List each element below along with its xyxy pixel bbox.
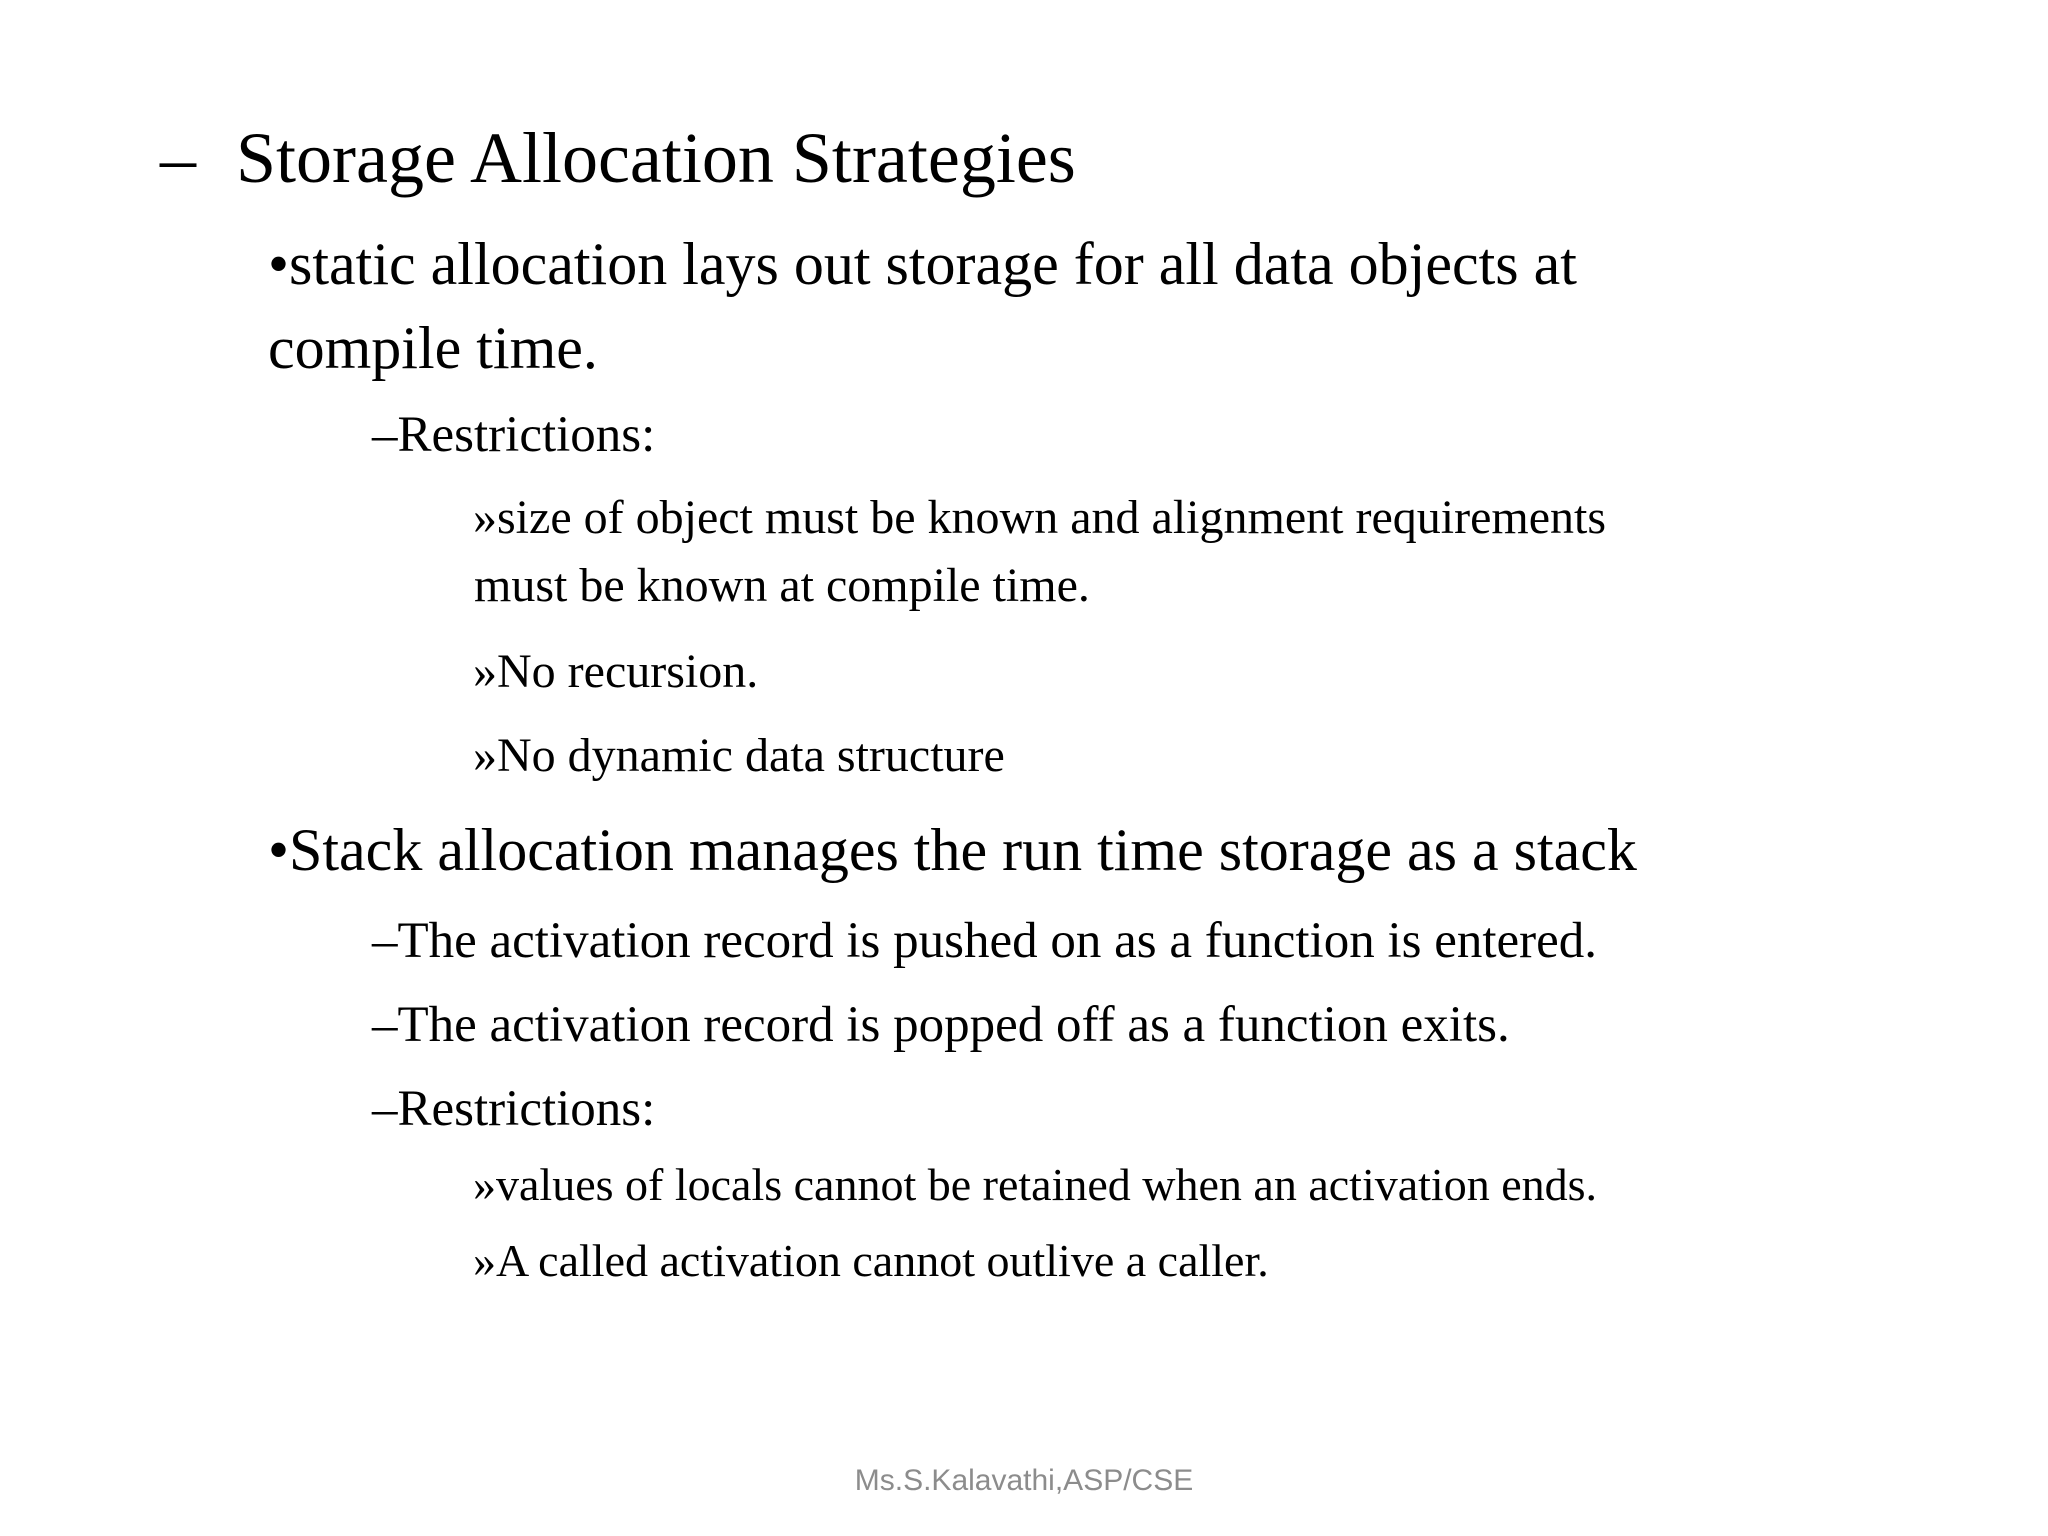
dash-marker: – [372,1081,398,1137]
stack-point [372,1081,656,1137]
dash-marker: – [372,913,398,969]
stack-point [372,997,1510,1053]
chevron-marker: » [473,491,497,544]
stack-restriction-item-text: A called activation cannot outlive a caller. [496,1235,1269,1286]
dash-marker: – [372,997,398,1053]
chevron-marker: » [473,645,497,698]
chevron-marker: » [473,729,497,782]
static-restriction-item [473,645,759,698]
stack-allocation-text: Stack allocation manages the run time storage as a stack [289,817,1637,883]
static-allocation-text-line2: compile time. [268,315,598,381]
stack-point-text: Restrictions: [397,1081,656,1137]
section-heading-text: Storage Allocation Strategies [236,118,1076,198]
stack-point-text: The activation record is popped off as a function exits. [397,997,1510,1053]
static-restriction-item-continuation: must be known at compile time. [474,559,1090,612]
static-restrictions-label [372,407,656,463]
dash-marker: – [372,407,398,463]
section-heading [160,118,1076,198]
stack-restriction-item [473,1159,1598,1210]
static-allocation-text-line1: static allocation lays out storage for all data objects at [289,231,1577,297]
chevron-marker: » [473,1235,496,1286]
stack-point [372,913,1598,969]
slide-footer: Ms.S.Kalavathi,ASP/CSE [854,1464,1194,1497]
static-restrictions-text: Restrictions: [397,407,656,463]
static-allocation-bullet [268,231,1577,297]
bullet-marker: • [268,231,290,297]
chevron-marker: » [473,1159,496,1210]
dash-marker: – [160,118,196,198]
static-restriction-item [473,729,1005,782]
stack-allocation-bullet [268,817,1637,883]
stack-point-text: The activation record is pushed on as a function is entered. [397,913,1598,969]
static-restriction-item-text: No recursion. [497,645,759,698]
static-restriction-item-text: size of object must be known and alignment requirements [497,491,1607,544]
stack-restriction-item-text: values of locals cannot be retained when an activation ends. [496,1159,1598,1210]
stack-restriction-item [473,1235,1269,1286]
bullet-marker: • [268,817,290,883]
static-restriction-item [473,491,1607,544]
static-restriction-item-text: No dynamic data structure [497,729,1005,782]
